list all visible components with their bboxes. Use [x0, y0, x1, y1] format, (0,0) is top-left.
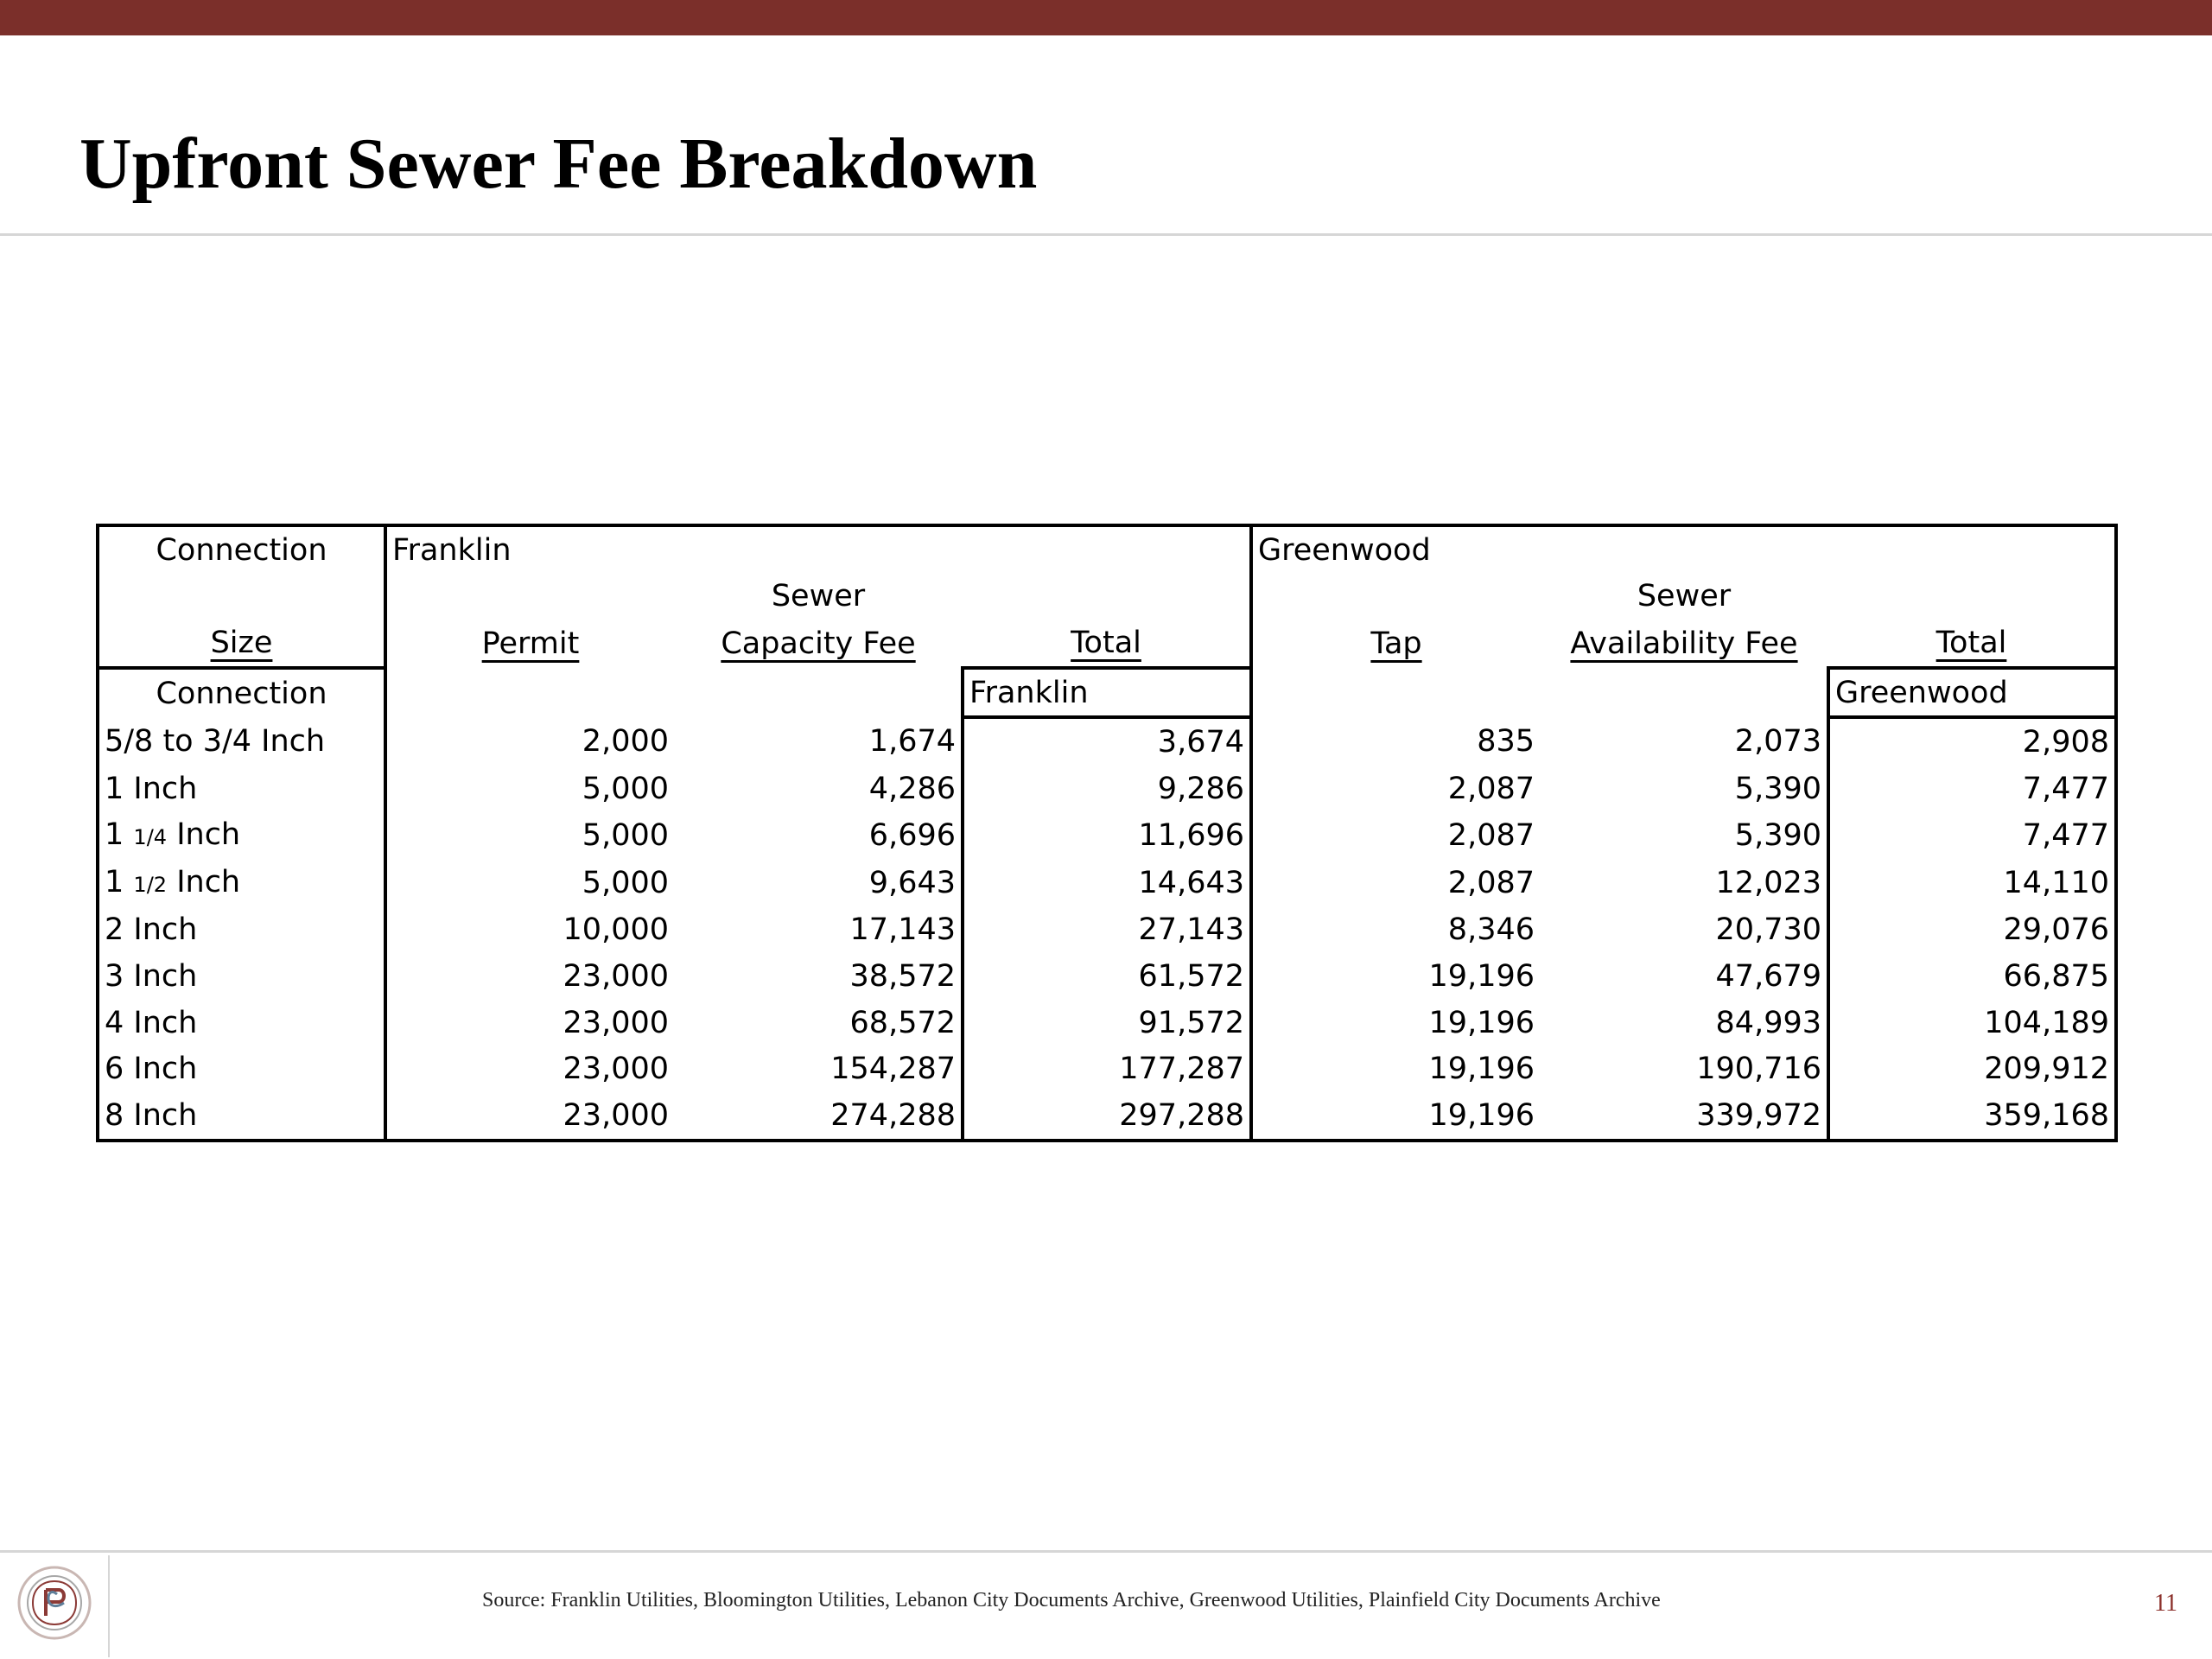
capacity-fee-cell: 6,696	[868, 818, 956, 854]
capacity-fee-cell: 17,143	[849, 912, 956, 948]
availability-fee-header: Availability Fee	[1570, 626, 1798, 661]
permit-cell: 23,000	[563, 958, 669, 994]
table-row	[98, 766, 2116, 812]
footer-divider	[0, 1550, 2212, 1553]
franklin-total-cell: 61,572	[963, 953, 1251, 1000]
capacity-fee-cell: 154,287	[830, 1052, 956, 1087]
permit-cell: 23,000	[563, 1005, 669, 1040]
permit-cell: 23,000	[563, 1052, 669, 1087]
table-row	[98, 717, 2116, 766]
table-row	[98, 953, 2116, 1000]
connection-subheader: Connection	[98, 668, 385, 718]
logo-divider	[108, 1555, 110, 1657]
connection-header: Connection	[98, 525, 385, 574]
permit-cell: 10,000	[563, 912, 669, 948]
tap-cell: 19,196	[1428, 958, 1535, 994]
table-header-row-3	[98, 620, 2116, 668]
permit-cell: 5,000	[582, 818, 669, 854]
table-row	[98, 1092, 2116, 1141]
size-cell: 5/8 to 3/4 Inch	[98, 717, 385, 766]
greenwood-sewer-label: Sewer	[1637, 579, 1732, 614]
source-note: Source: Franklin Utilities, Bloomington Utilities, Lebanon City Documents Archive, Greenwood Utilities, Plainfield City Documents Archive	[482, 1589, 1661, 1611]
top-accent-bar	[0, 0, 2212, 35]
table-row	[98, 812, 2116, 860]
availability-fee-cell: 339,972	[1540, 1092, 1828, 1141]
table-row	[98, 1000, 2116, 1046]
greenwood-total-cell: 66,875	[1828, 953, 2116, 1000]
greenwood-total-cell: 104,189	[1828, 1000, 2116, 1046]
capacity-fee-header: Capacity Fee	[721, 626, 916, 661]
page-number: 11	[2154, 1590, 2177, 1617]
table-row	[98, 907, 2116, 954]
franklin-total-cell: 297,288	[963, 1092, 1251, 1141]
table-row	[98, 1046, 2116, 1092]
greenwood-total-cell: 29,076	[1828, 907, 2116, 954]
tap-cell: 19,196	[1428, 1005, 1535, 1040]
slide-title: Upfront Sewer Fee Breakdown	[79, 124, 1038, 204]
capacity-fee-cell: 274,288	[674, 1092, 963, 1141]
table-header-row-1	[98, 525, 2116, 574]
franklin-total-header: Total	[1071, 625, 1141, 660]
capacity-fee-cell: 4,286	[868, 771, 956, 806]
availability-fee-cell: 190,716	[1696, 1052, 1821, 1087]
availability-fee-cell: 12,023	[1715, 866, 1821, 901]
size-cell: 6 Inch	[98, 1046, 385, 1092]
franklin-header: Franklin	[385, 525, 1251, 574]
capacity-fee-cell: 9,643	[868, 866, 956, 901]
capacity-fee-cell: 38,572	[849, 958, 956, 994]
table-header-row-2	[98, 574, 2116, 620]
capacity-fee-cell: 68,572	[849, 1005, 956, 1040]
size-header: Size	[210, 625, 273, 660]
tap-cell: 8,346	[1447, 912, 1535, 948]
permit-cell: 5,000	[582, 771, 669, 806]
availability-fee-cell: 5,390	[1734, 818, 1821, 854]
greenwood-total-cell: 2,908	[1828, 717, 2116, 766]
company-logo	[7, 1564, 102, 1642]
permit-cell: 2,000	[582, 724, 669, 760]
greenwood-total-cell: 209,912	[1828, 1046, 2116, 1092]
greenwood-total-cell: 14,110	[1828, 860, 2116, 907]
franklin-total-cell: 3,674	[963, 717, 1251, 766]
availability-fee-cell: 2,073	[1734, 724, 1821, 760]
franklin-sewer-label: Sewer	[771, 579, 866, 614]
greenwood-total-header: Total	[1936, 625, 2007, 660]
tap-cell: 2,087	[1447, 866, 1535, 901]
availability-fee-cell: 47,679	[1715, 958, 1821, 994]
permit-cell: 5,000	[582, 866, 669, 901]
franklin-total-subheader: Franklin	[963, 668, 1251, 718]
greenwood-total-cell: 7,477	[1828, 766, 2116, 812]
greenwood-total-subheader: Greenwood	[1828, 668, 2116, 718]
franklin-total-cell: 177,287	[963, 1046, 1251, 1092]
availability-fee-cell: 84,993	[1715, 1005, 1821, 1040]
availability-fee-cell: 20,730	[1715, 912, 1821, 948]
size-cell: 3 Inch	[98, 953, 385, 1000]
franklin-total-cell: 11,696	[963, 812, 1251, 860]
size-cell: 4 Inch	[98, 1000, 385, 1046]
greenwood-header: Greenwood	[1251, 525, 2116, 574]
tap-cell: 19,196	[1251, 1092, 1540, 1141]
franklin-total-cell: 9,286	[963, 766, 1251, 812]
greenwood-total-cell: 7,477	[1828, 812, 2116, 860]
franklin-total-cell: 91,572	[963, 1000, 1251, 1046]
availability-fee-cell: 5,390	[1734, 771, 1821, 806]
size-cell: 2 Inch	[98, 907, 385, 954]
tap-cell: 835	[1477, 724, 1535, 760]
size-cell: 1 1/4 Inch	[98, 812, 385, 860]
capacity-fee-cell: 1,674	[868, 724, 956, 760]
table-header-row-4	[98, 668, 2116, 718]
size-cell: 1 1/2 Inch	[98, 860, 385, 907]
permit-cell: 23,000	[385, 1092, 674, 1141]
permit-header: Permit	[481, 626, 580, 661]
franklin-total-cell: 27,143	[963, 907, 1251, 954]
table-row	[98, 860, 2116, 907]
size-cell: 8 Inch	[98, 1092, 385, 1141]
franklin-total-cell: 14,643	[963, 860, 1251, 907]
tap-cell: 19,196	[1428, 1052, 1535, 1087]
greenwood-total-cell: 359,168	[1828, 1092, 2116, 1141]
title-divider	[0, 233, 2212, 236]
tap-header: Tap	[1370, 626, 1422, 661]
size-cell: 1 Inch	[98, 766, 385, 812]
sewer-fee-table	[96, 524, 2118, 1142]
tap-cell: 2,087	[1447, 771, 1535, 806]
tap-cell: 2,087	[1447, 818, 1535, 854]
